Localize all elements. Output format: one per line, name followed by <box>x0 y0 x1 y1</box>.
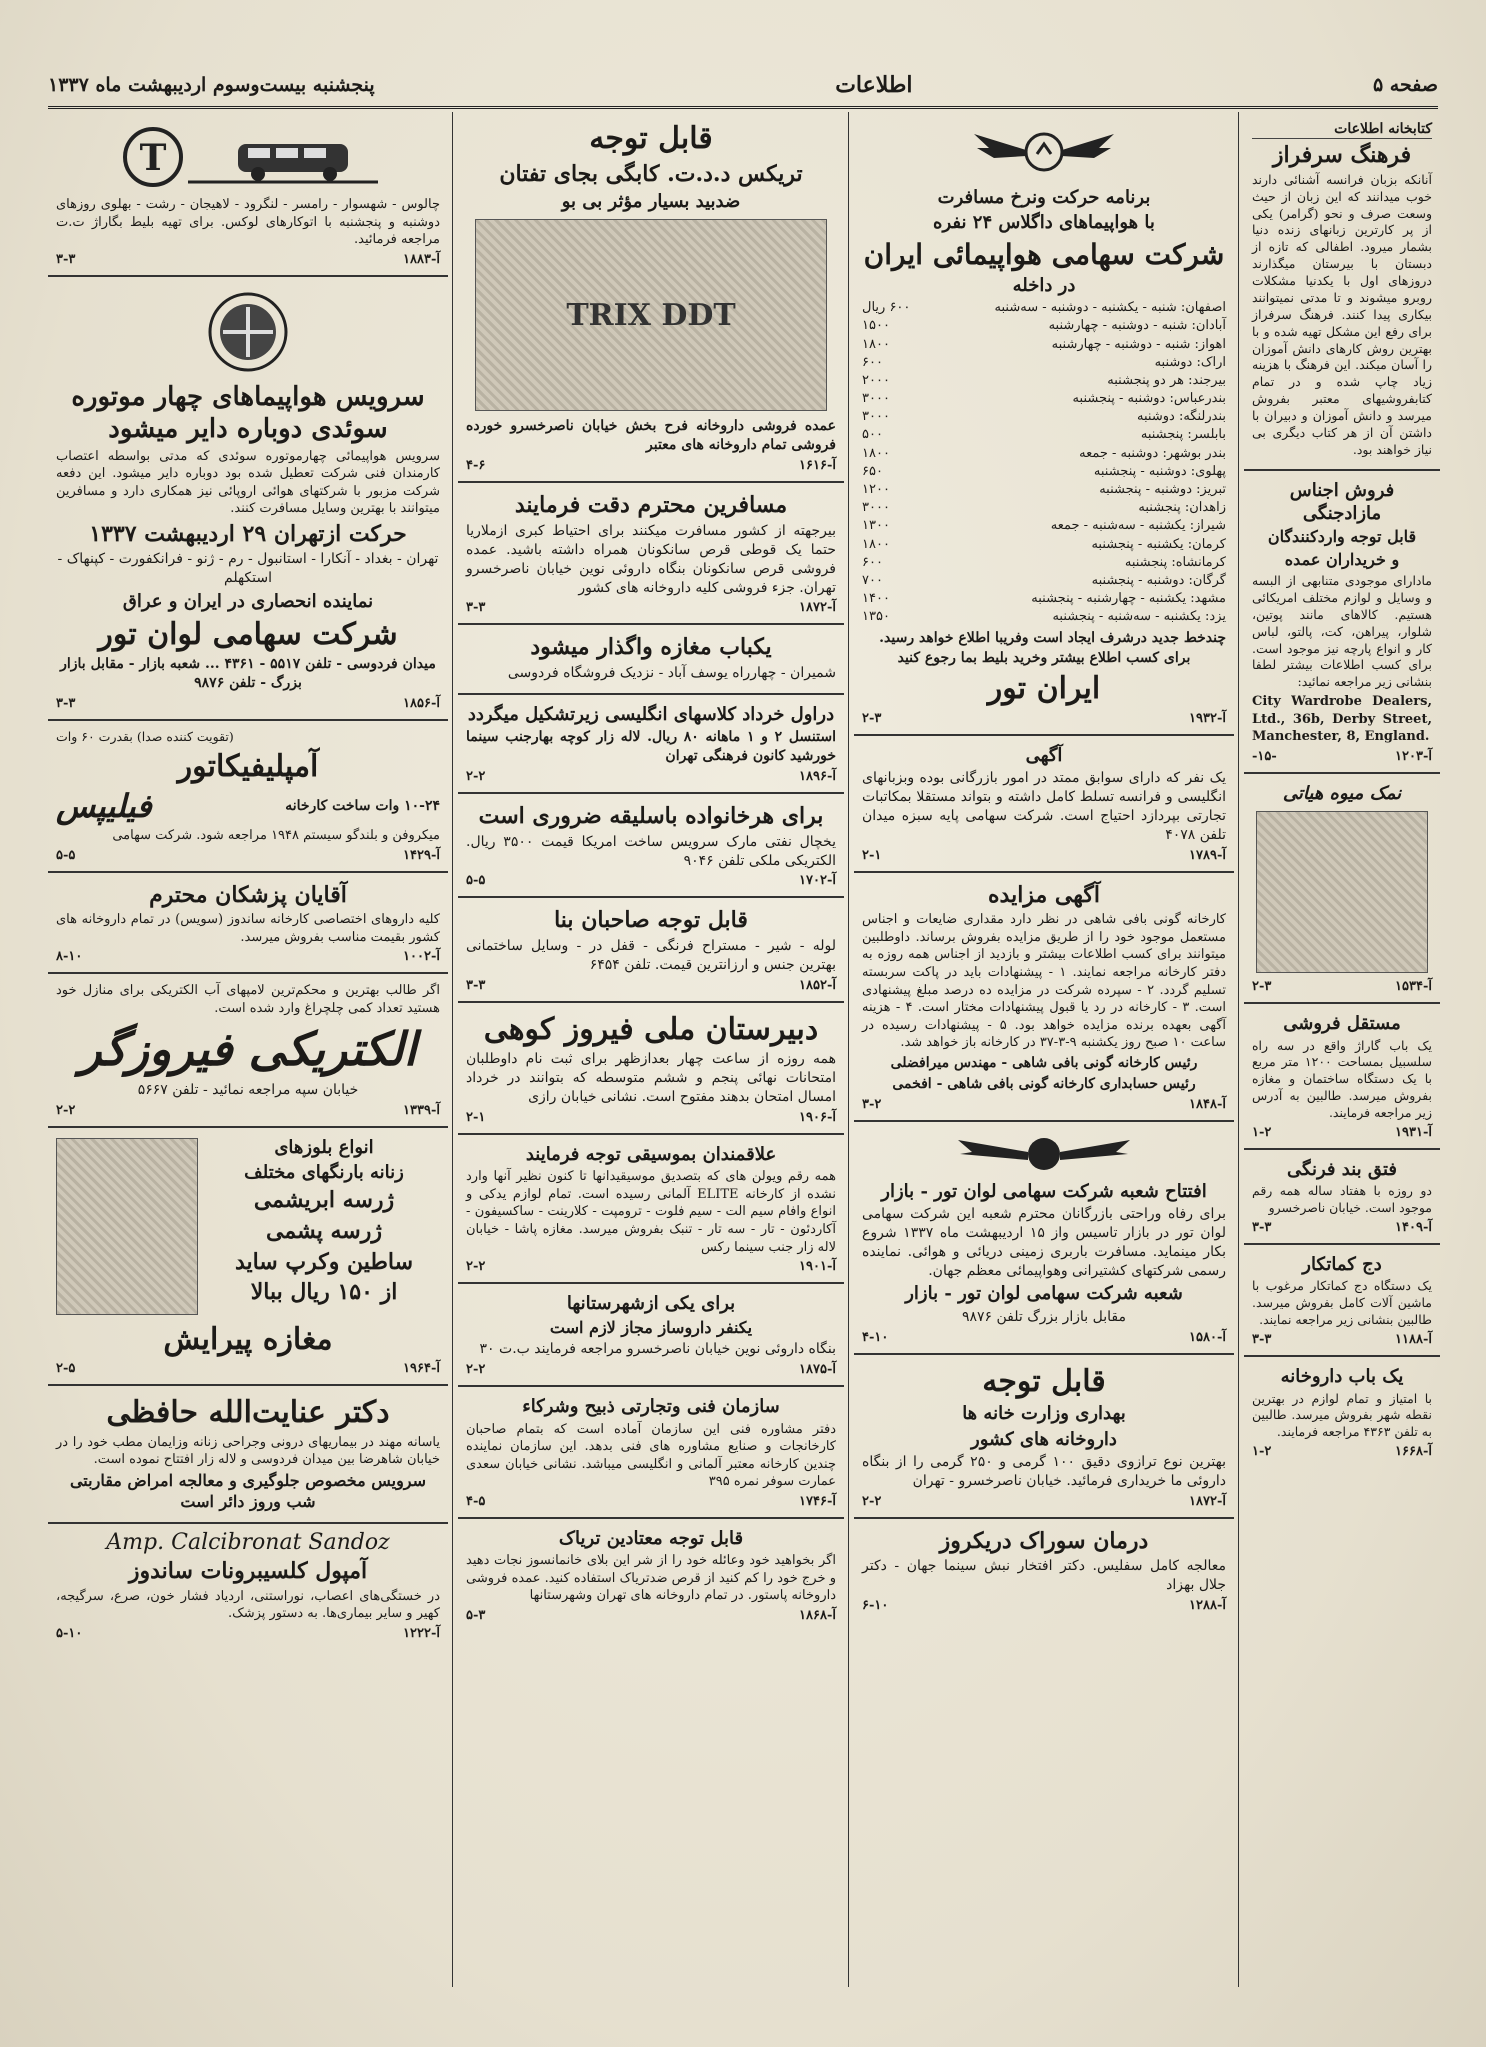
ad-text: دفتر مشاوره فنی این سازمان آماده است که بتمام صاحبان کارخانجات و صنایع مشاوره های فنی بدهد. این سازمان نماینده چندین کارخانه معتبر آلمانی و انگلیسی میباشد. نشانی خیابان سعدی عمارت سوفر نمره ۳۹۵ <box>466 1421 836 1490</box>
ad-iran-air <box>854 112 1234 736</box>
ad-text: اگر طالب بهترین و محکم‌ترین لامپهای آب الکتریکی برای منازل خود هستید تعداد کمی چلچراغ وارد شده است. <box>56 983 440 1017</box>
ad-blouses <box>48 1128 448 1387</box>
latin-title: Amp. Calcibronat Sandoz <box>106 1530 390 1556</box>
ad-doctors <box>48 873 448 975</box>
ad-code: آ-۱۸۵۶ <box>403 695 440 711</box>
schedule-row <box>862 517 1226 535</box>
ad-travelers <box>458 483 844 625</box>
schedule-fare: ۱۲۰۰ <box>862 482 890 498</box>
ad-code: آ-۱۸۴۸ <box>1189 1096 1226 1112</box>
ad-line: از ۱۵۰ ریال ببالا <box>250 1279 398 1306</box>
ad-pharmacy <box>1244 1357 1440 1467</box>
ad-title: آگهی <box>1025 744 1063 766</box>
ad-text: یک باب گاراژ واقع در سه راه سلسبیل بمساحت ۱۲۰۰ متر مربع با یک دستگاه ساختمان و مغازه بفروش میرسد. طالبین به آدرس زیر مراجعه فرمایند. <box>1252 1037 1432 1121</box>
ad-fridge <box>458 794 844 898</box>
ad-line: انواع بلوزهای <box>274 1136 374 1158</box>
column-1 <box>1244 112 1440 1987</box>
flight-schedule <box>862 299 1226 626</box>
ad-title: قابل توجه معتادین تریاک <box>558 1527 744 1549</box>
ad-title: دکتر عنایت‌الله حافظی <box>106 1395 390 1431</box>
schedule-fare: ۲۰۰۰ <box>862 372 890 388</box>
ad-line: ساطین وکرپ ساید <box>234 1248 414 1275</box>
ad-text: با امتیاز و تمام لوازم در بهترین نقطه شهر بفروش میرسد. طالبین به تلفن ۴۳۶۳ مراجعه فرمایند. <box>1252 1390 1432 1440</box>
ad-title: دبیرستان ملی فیروز کوهی <box>483 1011 819 1047</box>
ad-title: مغازه پیرایش <box>163 1321 333 1357</box>
ad-code-2: ۳-۳ <box>56 695 76 711</box>
ad-code: آ-۱۴۲۹ <box>403 847 440 863</box>
schedule-route: اراک: دوشنبه <box>1154 354 1226 370</box>
ad-code-2: ۴-۶ <box>466 458 486 474</box>
ad-technical <box>458 1387 844 1519</box>
ad-code: آ-۱۸۷۵ <box>799 1362 836 1378</box>
ad-text: معالجه کامل سفلیس. دکتر افتخار نبش سینما جهان - دکتر جلال بهزاد <box>862 1558 1226 1594</box>
ad-electric <box>48 974 448 1127</box>
column-rule <box>848 112 849 1987</box>
ad-subtitle: و خریداران عمده <box>1284 550 1400 570</box>
schedule-route: کرمان: یکشنبه - پنجشنبه <box>1091 536 1226 552</box>
masthead: اطلاعات <box>835 72 913 98</box>
ad-swedish-airline <box>48 277 448 721</box>
ad-note: چندخط جدید درشرف ایجاد است وفریبا اطلاع خواهد رسید. <box>879 629 1226 646</box>
ad-code-2: ۴-۵ <box>466 1493 486 1509</box>
schedule-fare: ۱۵۰۰ <box>862 318 890 334</box>
ad-code-2: ۴-۱۰ <box>862 1329 889 1345</box>
ad-code-2: ۲-۱ <box>466 1110 486 1125</box>
winged-logo-icon <box>969 122 1119 182</box>
ad-text: یاسانه مهند در بیماریهای درونی وجراحی زنانه وزایمان مطب خود را در خیابان شاهرضا بین میدان فردوسی و لاله زار افتتاح نموده است. <box>56 1434 440 1468</box>
schedule-route: بندرلنگه: دوشنبه <box>1137 409 1226 425</box>
ad-code: آ-۱۶۶۸ <box>1395 1444 1432 1460</box>
ad-code: آ-۱۷۸۹ <box>1189 847 1226 863</box>
ad-code-2: ۲-۲ <box>56 1102 76 1118</box>
ad-subtitle: نماینده انحصاری در ایران و عراق <box>122 591 374 613</box>
ad-subtitle: ۱۰-۲۴ وات ساخت کارخانه <box>285 798 440 815</box>
ad-code-2: ۲-۵ <box>56 1361 76 1377</box>
ad-title: الکتریکی فیروزگر <box>79 1021 417 1076</box>
ad-trix <box>458 112 844 483</box>
ad-subtitle: بهداری وزارت خانه ها <box>962 1403 1126 1425</box>
page-header <box>48 64 1438 109</box>
ad-code-2: ۳-۲ <box>862 1096 882 1112</box>
ad-line: ژرسه ابریشمی <box>253 1187 395 1214</box>
schedule-fare: ۱۴۰۰ <box>862 591 890 607</box>
ad-title: آقایان پزشکان محترم <box>149 881 347 908</box>
ad-bus <box>48 112 448 277</box>
ad-code-2: ۱-۲ <box>1252 1444 1272 1460</box>
issue-date: پنجشنبه بیست‌وسوم اردیبهشت ماه ۱۳۳۷ <box>48 74 375 96</box>
ad-code-2: ۸-۱۰ <box>56 949 83 965</box>
ad-title: فرهنگ سرفراز <box>1272 142 1412 169</box>
schedule-route: بیرجند: هر دو پنجشنبه <box>1107 372 1226 388</box>
schedule-row <box>862 336 1226 354</box>
ad-title: آگهی مزایده <box>988 881 1100 908</box>
schedule-row <box>862 572 1226 590</box>
ad-code: آ-۱۸۸۳ <box>403 251 440 267</box>
ad-title: دراول خرداد کلاسهای انگلیسی زیرتشکیل میگردد <box>467 703 835 725</box>
ad-text: بیرجهته از کشور مسافرت میکنند برای احتیاط کبری ازملاریا حتما یک قوطی قرص سانکونان همراه داشته باشید. عمده فروشی قرص سانکونان بنگاه داروئی نوین خیابان ناصرخسرو تهران. جزء فروشی کلیه داروخانه های کشور <box>466 522 836 596</box>
ad-code-2: ۳-۳ <box>1252 1332 1272 1348</box>
ad-text: اگر بخواهید خود وعائله خود را از شر این بلای خانمانسوز نجات دهید و خرج خود را کم کنید از قرص ضدتریاک استفاده کنید. عمده فروشی داروخانه پاستور. در تمام داروخانه های تهران وشهرستانها <box>466 1553 836 1604</box>
schedule-route: بابلسر: پنجشنبه <box>1140 427 1226 443</box>
agent-name: ایران تور <box>987 671 1101 707</box>
ad-text: بهترین نوع ترازوی دقیق ۱۰۰ گرمی و ۲۵۰ گرمی را از بنگاه داروئی ما خریداری فرمائید. خیابان ناصرخسرو - تهران <box>862 1454 1226 1489</box>
ad-builders <box>458 898 844 1002</box>
schedule-row <box>862 317 1226 335</box>
ad-text: چالوس - شهسوار - رامسر - لنگرود - لاهیجان - رشت - بهلوی روزهای دوشنبه و پنجشنبه با اتوکارهای لوکس. برای تهیه بلیط بگاراژ ت.ت مراجعه فرمائید. <box>56 197 440 248</box>
ad-title: یک باب داروخانه <box>1280 1366 1404 1388</box>
ad-code-2: ۲-۲ <box>862 1493 882 1509</box>
schedule-row <box>862 372 1226 390</box>
ad-code-2: ۲-۲ <box>466 769 486 785</box>
ad-code: آ-۱۹۰۶ <box>799 1110 836 1125</box>
ad-text: مادارای موجودی متنابهی از البسه و وسایل و لوازم مختلف امریکائی هستیم. کالاهای مانند پوتین، شلوار، پیراهن، کت، پالتو، لباس کار و انواع پارچه نیز موجود است. برای کسب اطلاعات بیشتر لطفا بنشانی زیر مراجعه نمائید: <box>1252 573 1432 690</box>
ad-line: ژرسه پشمی <box>266 1218 382 1245</box>
schedule-fare: ۳۰۰۰ <box>862 409 890 425</box>
ad-code-2: ۵-۱۰ <box>56 1626 83 1642</box>
ad-code-2: ۵-۵ <box>466 873 486 889</box>
ad-code: آ-۱۰۰۲ <box>403 949 440 965</box>
ad-code: آ-۱۷۰۲ <box>799 873 836 889</box>
ad-code-2: ۶-۱۰ <box>862 1598 889 1614</box>
column-rule <box>452 112 453 1987</box>
ad-text: شمیران - چهارراه یوسف آباد - نزدیک فروشگاه فردوسی <box>507 665 836 682</box>
svg-text:T: T <box>139 137 167 179</box>
schedule-row <box>862 390 1226 408</box>
ad-title: قابل توجه <box>982 1363 1106 1399</box>
ad-code: آ-۱۶۱۶ <box>799 458 836 474</box>
ad-title: نمک میوه هیاتی <box>1282 782 1402 804</box>
ad-address: City Wardrobe Dealers, Ltd., 36b, Derby Street, Manchester, 8, England. <box>1252 694 1432 745</box>
ad-code-2: ۳-۳ <box>56 251 76 267</box>
section-tag: کتابخانه اطلاعات <box>1252 120 1432 139</box>
ad-title: درمان سوراک دریکروز <box>939 1527 1149 1554</box>
ad-text: یخچال نفتی مارک سرویس ساخت امریکا قیمت ۳۵۰۰ ریال. الکتریکی ملکی تلفن ۹۰۴۶ <box>466 833 836 869</box>
ad-pharmacist <box>458 1284 844 1387</box>
schedule-route: اهواز: شنبه - دوشنبه - چهارشنبه <box>1051 336 1226 352</box>
ad-code: آ-۱۴۰۹ <box>1395 1220 1432 1236</box>
ad-subtitle: داروخانه های کشور <box>971 1428 1117 1450</box>
ad-note: برای کسب اطلاع بیشتر وخرید بلیط بما رجوع کنید <box>897 650 1191 667</box>
ad-phone: مقابل بازار بزرگ تلفن ۹۸۷۶ <box>962 1308 1126 1325</box>
ad-title: قابل توجه <box>589 121 713 156</box>
ad-surplus <box>1244 471 1440 774</box>
signature: رئیس کارخانه گونی بافی شاهی - مهندس میرافضلی <box>890 1054 1198 1071</box>
ad-code: آ-۱۲۰۳ <box>1395 748 1432 764</box>
ad-amplifier <box>48 721 448 873</box>
ad-machine <box>1244 1245 1440 1357</box>
ad-text: در خستگی‌های اعصاب، نوراستنی، اردیاد فشار خون، صرع، سرگیجه، کهیر و سایر بیماری‌ها. به دستور پزشک. <box>56 1588 440 1622</box>
departure-line: حرکت ازتهران ۲۹ اردیبهشت ۱۳۳۷ <box>89 520 407 547</box>
schedule-route: کرمانشاه: پنجشنبه <box>1124 554 1226 570</box>
ad-text: یک دستگاه دج کماتکار مرغوب با ماشین آلات کامل بفروش میرسد. طالبین بنشانی زیر مراجعه نمایند. <box>1252 1278 1432 1328</box>
ad-text: استنسل ۲ و ۱ ماهانه ۸۰ ریال. لاله زار کوچه بهارجنب سینما خورشید کانون فرهنگی تهران <box>466 729 836 765</box>
ad-subtitle: شعبه شرکت سهامی لوان تور - بازار <box>905 1283 1183 1305</box>
schedule-row <box>862 426 1226 444</box>
ad-text: عمده فروشی داروخانه فرح بخش خیابان ناصرخسرو خورده فروشی تمام داروخانه های معتبر <box>466 418 836 454</box>
ad-text: کارخانه گونی بافی شاهی در نظر دارد مقداری ضایعات و اجناس مستعمل موجود خود را از طریق مزایده بفروش برساند. داوطلبین میتوانند برای کسب اطلاعات بیشتر و بازدید از اجناس همه روزه به دفتر کارخانه مراجعه نمایند. ۱ - پیشنهادات باید در پاکت سربسته تسلیم گردد. ۲ - سپرده شرکت در مزایده ده درصد مبلغ پیشنهادی است. ۳ - کارخانه در رد یا قبول پیشنهادات مختار است. ۴ - هزینه آگهی بعهده برنده مزایده خواهد بود. ۵ - پیشنهادات رسیده در ساعت ۱۰ صبح روز یکشنبه ۹-۳-۳۷ در کارخانه باز خواهد شد. <box>862 912 1226 1051</box>
ad-heading: با هواپیماهای داگلاس ۲۴ نفره <box>933 212 1155 234</box>
ad-title: برای یکی ازشهرستانها <box>566 1293 736 1315</box>
ad-subtitle: تریکس د.د.ت. کابگی بجای تفتان <box>499 160 803 187</box>
ad-title: آمپول کلسیبرونات ساندوز <box>128 1558 368 1585</box>
ad-subtitle: ضدبید بسیار مؤثر بی بو <box>561 191 741 213</box>
ad-code: آ-۱۹۳۲ <box>1189 710 1226 726</box>
ad-code: آ-۱۸۷۲ <box>799 600 836 616</box>
ad-title: دج کماتکار <box>1302 1254 1382 1276</box>
ad-fruit-salt <box>1244 774 1440 1004</box>
column-4 <box>48 112 448 1987</box>
ad-school <box>458 1003 844 1135</box>
schedule-route: گرگان: دوشنبه - پنجشنبه <box>1091 572 1226 588</box>
schedule-route: یزد: یکشنبه - سه‌شنبه - پنجشنبه <box>1052 609 1226 625</box>
ad-subtitle: قابل توجه واردکنندگان <box>1267 527 1417 547</box>
ad-title: سازمان فنی وتجارتی ذبیح وشرکاء <box>522 1396 780 1418</box>
ad-code-2: ۱-۲ <box>1252 1124 1272 1140</box>
schedule-row <box>862 590 1226 608</box>
winged-logo-icon <box>954 1132 1134 1176</box>
schedule-row <box>862 499 1226 517</box>
ad-code: آ-۱۹۳۱ <box>1395 1124 1432 1140</box>
ad-text: دو روزه با هفتاد ساله همه رقم موجود است. خیابان ناصرخسرو <box>1252 1183 1432 1216</box>
ad-title: علاقمندان بموسیقی توجه فرمایند <box>525 1144 777 1165</box>
ad-code: آ-۱۱۸۸ <box>1395 1332 1432 1348</box>
ad-code-2: ۳-۳ <box>466 600 486 616</box>
ad-text: کلیه داروهای اختصاصی کارخانه ساندوز (سویس) در تمام داروخانه های کشور بقیمت مناسب بفروش میرسد. <box>56 912 440 945</box>
schedule-row <box>862 445 1226 463</box>
ad-subtitle: یکنفر داروساز مجاز لازم است <box>549 1317 753 1337</box>
ad-note: (تقویت کننده صدا) بقدرت ۶۰ وات <box>56 728 234 744</box>
ad-code-2: ۲-۲ <box>466 1362 486 1378</box>
ad-branch-opening <box>854 1122 1234 1355</box>
schedule-row <box>862 408 1226 426</box>
company-name: شرکت سهامی لوان تور <box>98 616 398 652</box>
schedule-route: تبریز: دوشنبه - پنجشنبه <box>1099 482 1226 498</box>
ad-code-2: ۵-۵ <box>56 847 76 863</box>
ad-code: آ-۱۷۴۶ <box>799 1493 836 1509</box>
ad-code: آ-۱۸۷۲ <box>1189 1493 1226 1509</box>
ad-text: لوله - شیر - مستراح فرنگی - قفل در - وسایل ساختمانی بهترین جنس و ارزانترین قیمت. تلفن ۶۴۵۴ <box>466 938 836 973</box>
ad-code: آ-۱۵۸۰ <box>1189 1329 1226 1345</box>
ad-code: آ-۱۸۶۸ <box>799 1607 836 1623</box>
schedule-route: زاهدان: پنجشنبه <box>1138 500 1226 516</box>
ad-hernia-belt <box>1244 1150 1440 1245</box>
ad-code: آ-۱۹۶۴ <box>403 1361 440 1377</box>
ad-text: آنانکه بزبان فرانسه آشنائی دارند خوب میدانند که این زبان از حیث وسعت صرف و نحو (گرامر) یکی از پر کارترین زبانهای زنده دنیا بشمار میرود. اطفالی که تازه از دبستان با بیرستان میگذارند دروزهای اول با یکدنیا مشکلات روبرو میشوند و تا مدتی نمیتوانند بیکاری پیدا کنند. فرهنگ سرفراز برای رفع این مشکل تهیه شده و با بهترین روش کارهای دانش آموزان را آسان میکند. این فرهنگ با هزینه زیاد چاپ شده و در تمام کتابفروشیهای معتبر بفروش میرسد و دانش آموزان و دبیران با داشتن آن از هر کتاب دیگری بی نیاز خواهند بود. <box>1252 171 1432 457</box>
schedule-route: بندر بوشهر: دوشنبه - جمعه <box>1079 445 1226 461</box>
ad-text: بنگاه داروئی نوین خیابان ناصرخسرو مراجعه فرمایند ب.ت ۳۰ <box>479 1341 836 1358</box>
ad-text: برای رفاه وراحتی بازرگانان محترم شعبه این شرکت سهامی لوان تور در بازار تاسیس واز ۱۵ اردیبهشت ماه ۱۳۳۷ شروع بکار مینماید. مسافرت باربری زمینی دریائی و هوائی. نماینده رسمی شرکتهای کشتیرانی وهواپیمائی معظم جهان. <box>862 1205 1226 1279</box>
ad-title: افتتاح شعبه شرکت سهامی لوان تور - بازار <box>881 1180 1207 1202</box>
schedule-fare: ۶۰۰ <box>862 354 883 370</box>
schedule-fare: ۶۰۰ <box>862 554 883 570</box>
ad-code: آ-۱۵۳۴ <box>1395 979 1432 995</box>
ad-text: سرویس هواپیمائی چهارموتوره سوئدی که مدتی بواسطه اعتصاب کارمندان فنی شرکت تعطیل شده بود دوباره دایر میشود. این دفعه شرکت مزبور با شرکتهای هوائی اروپائی نیز همکاری دارد و مسافرین میتوانند با بهترین وسایل مسافرت کنند. <box>56 448 440 517</box>
schedule-row <box>862 608 1226 626</box>
bus-logo-icon <box>108 122 388 192</box>
signature: رئیس حسابداری کارخانه گونی بافی شاهی - افخمی <box>892 1075 1196 1092</box>
schedule-fare: ۳۰۰۰ <box>862 391 890 407</box>
ad-code-2: ۳-۳ <box>1252 1220 1272 1236</box>
ad-sandoz <box>48 1524 448 1649</box>
schedule-row <box>862 554 1226 572</box>
schedule-route: پهلوی: دوشنبه - پنجشنبه <box>1093 463 1226 479</box>
ad-code-2: ۲-۳ <box>862 710 882 726</box>
ad-scales <box>854 1355 1234 1519</box>
schedule-fare: ۱۳۵۰ <box>862 609 890 625</box>
ad-opium <box>458 1519 844 1631</box>
schedule-fare: ۱۸۰۰ <box>862 536 890 552</box>
column-2 <box>854 112 1234 1987</box>
ad-title: شرکت سهامی هواپیمائی ایران <box>863 237 1225 271</box>
ad-line: زنانه بارنگهای مختلف <box>244 1162 404 1184</box>
product-image: TRIX DDT <box>475 219 827 411</box>
ad-shop <box>458 625 844 694</box>
ad-code-2: ۳-۳ <box>466 977 486 993</box>
ad-treatment <box>854 1519 1234 1621</box>
ad-title: قابل توجه صاحبان بنا <box>554 907 748 934</box>
airline-emblem-icon <box>198 287 298 377</box>
ad-code-2: -۱۵- <box>1252 748 1277 764</box>
schedule-route: بندرعباس: دوشنبه - پنجشنبه <box>1072 391 1226 407</box>
schedule-route: آبادان: شنبه - دوشنبه - چهارشنبه <box>1048 318 1226 334</box>
schedule-fare: ۱۸۰۰ <box>862 445 890 461</box>
ad-address: میدان فردوسی - تلفن ۵۵۱۷ - ۴۳۶۱ ... شعبه بازار - مقابل بازار بزرگ - تلفن ۹۸۷۶ <box>60 656 436 691</box>
ad-code-2: ۲-۲ <box>466 1259 486 1275</box>
ad-text: همه روزه از ساعت چهار بعدازظهر برای ثبت نام داوطلبان امتحانات نهائی پنجم و ششم متوسطه که بتوانند در خرداد امسال امتحان بدهند مفتوح است. نشانی خیابان رازی <box>466 1051 836 1106</box>
schedule-fare: ۶۵۰ <box>862 463 883 479</box>
ad-code-2: ۲-۱ <box>862 847 882 863</box>
ad-english-classes <box>458 695 844 794</box>
ad-code-2: ۵-۳ <box>466 1607 486 1623</box>
ad-heading: برنامه حرکت ونرخ مسافرت <box>937 187 1151 208</box>
ad-title: برای هرخانواده باسلیقه ضروری است <box>478 803 824 830</box>
ad-subtitle: سرویس مخصوص جلوگیری و معالجه امراض مقاربتی شب وروز دائر است <box>69 1470 427 1511</box>
schedule-fare: ۱۳۰۰ <box>862 518 890 534</box>
schedule-fare: ۱۸۰۰ <box>862 336 890 352</box>
ad-code-2: ۲-۳ <box>1252 979 1272 995</box>
ad-code: آ-۱۲۸۸ <box>1189 1598 1226 1614</box>
schedule-row <box>862 354 1226 372</box>
schedule-fare: ۶۰۰ ریال <box>862 300 911 316</box>
ad-text: یک نفر که دارای سوابق ممتد در امور بازرگانی بوده وبزبانهای انگلیسی و فرانسه تسلط کامل داشته و بتواند مستقلا بمکاتبات تجارتی بپردازد احتیاج است. شرکت سهامی پایه سبزه میدان تلفن ۴۰۷۸ <box>862 770 1226 843</box>
ad-code: آ-۱۳۳۹ <box>403 1102 440 1118</box>
ad-code: آ-۱۸۹۶ <box>799 769 836 785</box>
ad-text: همه رقم ویولن های که بتصدیق موسیقیدانها تا کنون نظیر آنها وارد نشده از کارخانه ELITE آلمانی رسیده است. تمام لوازم یدکی و انواع وافام سیم الت - سیم فلوت - ترومپت - کلارینت - ساکسیفون - آکاردئون - تار - سه تار - تنبک بفروش میرسد. مغازه پاشا - خیابان لاله زار جنب سینما رکس <box>466 1169 837 1255</box>
schedule-fare: ۳۰۰۰ <box>862 500 890 516</box>
ad-music <box>458 1135 844 1284</box>
schedule-fare: ۵۰۰ <box>862 427 883 443</box>
route-list: تهران - بغداد - آنکارا - استانبول - رم - ژنو - فرانکفورت - کپنهاک - استکهلم <box>57 551 439 587</box>
ad-title: سرویس هواپیماهای چهار موتوره سوئدی دوباره دایر میشود <box>71 381 425 445</box>
ad-title: مستقل فروشی <box>1283 1013 1401 1035</box>
schedule-row <box>862 481 1226 499</box>
column-rule <box>1238 112 1239 1987</box>
blouse-photo <box>56 1138 198 1315</box>
ad-title: مسافرین محترم دقت فرمایند <box>514 492 788 519</box>
ad-doctor <box>48 1386 448 1524</box>
ad-title: فروش اجناس مازادجنگی <box>1289 479 1395 525</box>
ad-garage <box>1244 1004 1440 1150</box>
schedule-route: مشهد: یکشنبه - چهارشنبه - پنجشنبه <box>1031 591 1226 607</box>
column-3 <box>458 112 844 1987</box>
schedule-route: اصفهان: شنبه - یکشنبه - دوشنبه - سه‌شنبه <box>994 300 1226 316</box>
ad-title: فتق بند فرنگی <box>1287 1158 1397 1180</box>
product-image <box>1256 811 1428 973</box>
ad-title: آمپلیفیکاتور <box>177 748 319 784</box>
page-number: صفحه ۵ <box>1372 74 1438 96</box>
schedule-fare: ۷۰۰ <box>862 572 883 588</box>
schedule-row <box>862 536 1226 554</box>
schedule-row <box>862 299 1226 317</box>
schedule-row <box>862 463 1226 481</box>
ad-title: یکباب مغازه واگذار میشود <box>530 634 772 661</box>
ad-auction <box>854 873 1234 1122</box>
ad-library <box>1244 112 1440 471</box>
brand-name: فیلیپس <box>56 787 152 826</box>
ad-job-notice <box>854 736 1234 873</box>
ad-code: آ-۱۹۰۱ <box>799 1259 836 1275</box>
schedule-route: شیراز: یکشنبه - سه‌شنبه - جمعه <box>1050 518 1226 534</box>
ad-text: میکروفن و بلندگو سیستم ۱۹۴۸ مراجعه شود. شرکت سهامی <box>112 828 440 844</box>
ad-subtitle: در داخله <box>1012 274 1076 296</box>
ad-address: خیابان سپه مراجعه نمائید - تلفن ۵۶۶۷ <box>137 1081 359 1098</box>
ad-code: آ-۱۸۵۲ <box>799 977 836 993</box>
ad-code: آ-۱۲۲۲ <box>403 1626 440 1642</box>
